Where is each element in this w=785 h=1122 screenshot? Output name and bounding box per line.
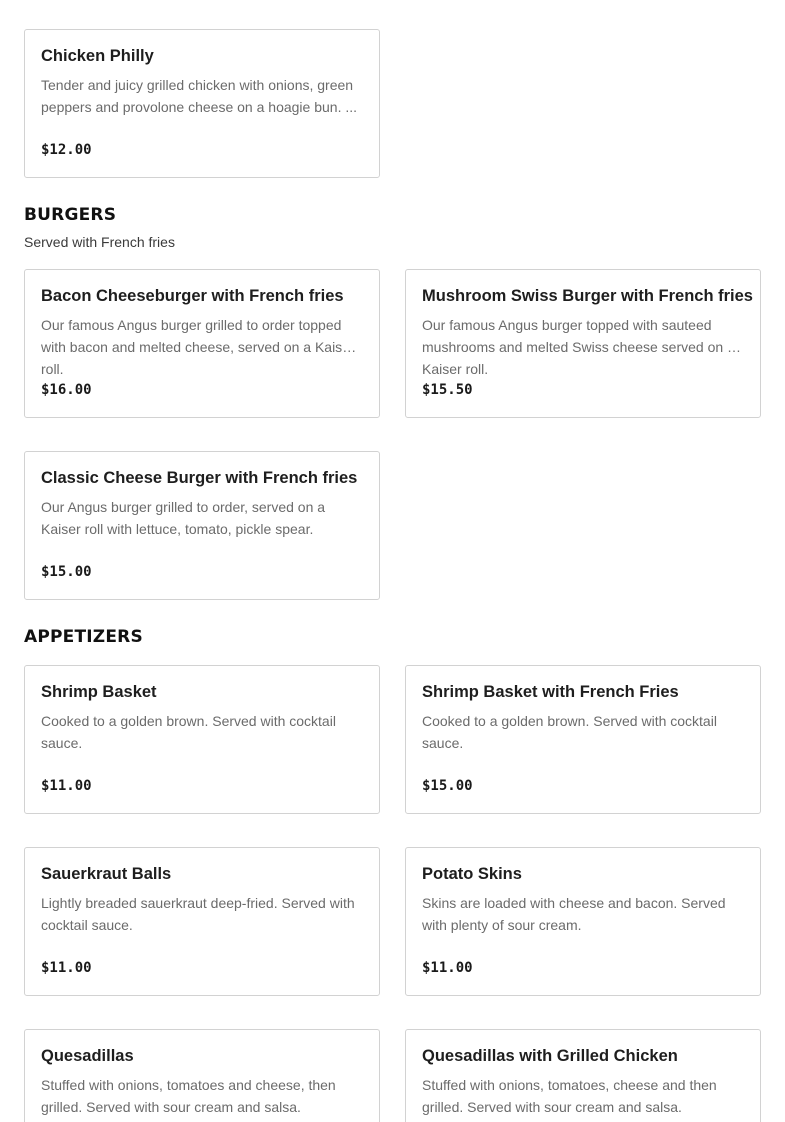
section-title-appetizers: APPETIZERS: [24, 627, 143, 647]
menu-item-card[interactable]: [24, 451, 380, 600]
menu-item-name: Sauerkraut Balls: [41, 865, 172, 883]
menu-item-name: Shrimp Basket with French Fries: [422, 683, 679, 701]
menu-item-name: Potato Skins: [422, 865, 522, 883]
menu-item-description: Our famous Angus burger grilled to order topped with bacon and melted cheese, served on a Kaiser roll.: [41, 317, 355, 377]
section-subtitle-burgers: Served with French fries: [24, 234, 175, 250]
menu-item-description: Lightly breaded sauerkraut deep-fried. Served with cocktail sauce.: [41, 895, 355, 933]
menu-item-card[interactable]: [24, 847, 380, 996]
menu-item-card[interactable]: [405, 269, 761, 418]
menu-item-description: Tender and juicy grilled chicken with onions, green peppers and provolone cheese on a hoagie bun. ...: [41, 77, 358, 115]
menu-item-card[interactable]: [24, 269, 380, 418]
menu-item-price: $11.00: [41, 960, 92, 976]
menu-item-name: Quesadillas with Grilled Chicken: [422, 1047, 678, 1065]
menu-item-description: Skins are loaded with cheese and bacon. Served with plenty of sour cream.: [422, 895, 726, 933]
menu-item-name: Shrimp Basket: [41, 683, 157, 701]
menu-item-card[interactable]: [24, 29, 380, 178]
menu-item-card[interactable]: [24, 665, 380, 814]
menu-item-name: Chicken Philly: [41, 47, 154, 65]
menu-item-card[interactable]: [405, 1029, 761, 1122]
menu-item-price: $12.00: [41, 142, 92, 158]
menu-item-price: $15.00: [41, 564, 92, 580]
menu-item-price: $16.00: [41, 382, 92, 398]
menu-item-name: Mushroom Swiss Burger with French fries: [422, 287, 753, 305]
menu-item-name: Classic Cheese Burger with French fries: [41, 469, 358, 487]
menu-item-price: $11.00: [422, 960, 473, 976]
menu-item-name: Bacon Cheeseburger with French fries: [41, 287, 344, 305]
menu-item-description: Cooked to a golden brown. Served with cocktail sauce.: [41, 713, 336, 751]
menu-item-description: Our Angus burger grilled to order, served on a Kaiser roll with lettuce, tomato, pickle spear.: [41, 499, 326, 537]
menu-item-description: Our famous Angus burger topped with sauteed mushrooms and melted Swiss cheese served on a Kaiser roll.: [422, 317, 735, 377]
menu-item-card[interactable]: [405, 665, 761, 814]
menu-item-description: Stuffed with onions, tomatoes, cheese and then grilled. Served with sour cream and salsa.: [422, 1077, 717, 1115]
menu-item-price: $11.00: [41, 778, 92, 794]
menu-item-card[interactable]: [405, 847, 761, 996]
menu-item-description: Cooked to a golden brown. Served with cocktail sauce.: [422, 713, 717, 751]
menu-item-description: Stuffed with onions, tomatoes and cheese, then grilled. Served with sour cream and salsa.: [41, 1077, 336, 1115]
menu-item-card[interactable]: [24, 1029, 380, 1122]
menu-item-name: Quesadillas: [41, 1047, 134, 1065]
menu-item-price: $15.50: [422, 382, 473, 398]
section-title-burgers: BURGERS: [24, 205, 117, 225]
menu-item-price: $15.00: [422, 778, 473, 794]
